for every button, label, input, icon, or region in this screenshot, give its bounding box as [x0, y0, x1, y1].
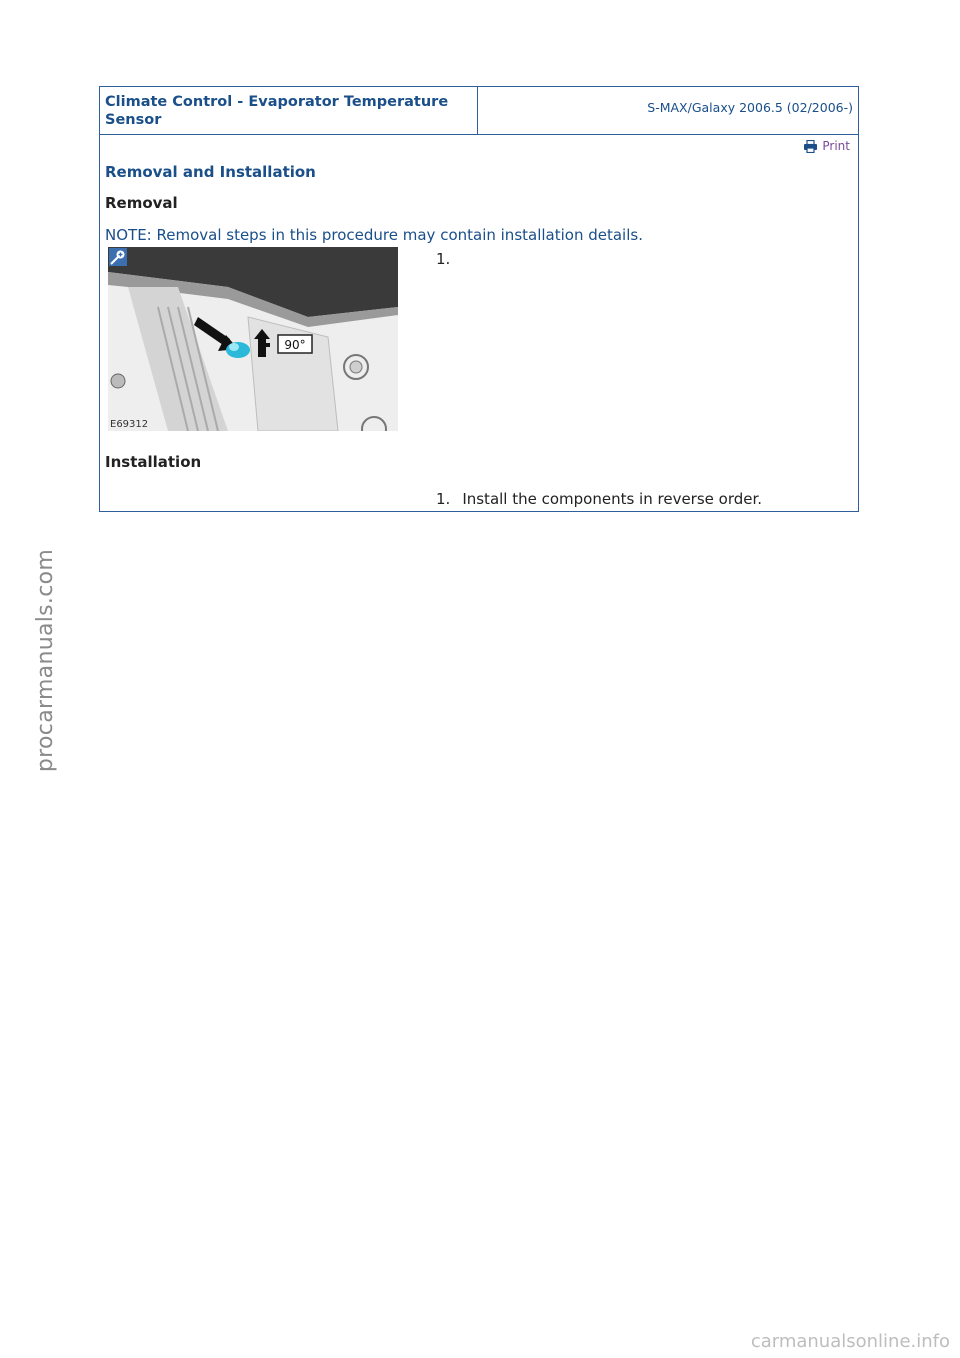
step-number: 1.	[436, 490, 451, 508]
step-text: Install the components in reverse order.	[462, 490, 763, 508]
figure-angle-label: 90°	[284, 338, 306, 352]
removal-step-1	[436, 250, 450, 268]
zoom-icon[interactable]	[109, 248, 127, 266]
print-button[interactable]	[803, 139, 850, 153]
section-heading-installation: Installation	[105, 453, 202, 471]
page-title	[100, 87, 478, 134]
document-header	[100, 87, 858, 135]
side-watermark	[8, 548, 59, 780]
printer-icon	[803, 140, 818, 153]
figure-illustration	[108, 247, 398, 431]
section-heading-main: Removal and Installation	[105, 163, 316, 181]
install-step-1	[436, 490, 762, 508]
print-label: Print	[822, 139, 850, 153]
side-watermark-text: procarmanuals.com	[33, 548, 59, 773]
model-label: S-MAX/Galaxy 2006.5 (02/2006-)	[647, 100, 853, 115]
section-heading-removal: Removal	[105, 194, 178, 212]
procedure-figure[interactable]	[108, 247, 398, 431]
figure-code: E69312	[110, 419, 149, 430]
title-line-2: Sensor	[105, 112, 162, 128]
step-number: 1.	[436, 250, 451, 268]
footer-watermark: carmanualsonline.info	[750, 1331, 950, 1352]
title-line-1: Climate Control - Evaporator Temperature	[105, 94, 449, 110]
document-frame	[99, 86, 859, 512]
note-text: NOTE: Removal steps in this procedure may contain installation details.	[105, 226, 643, 244]
